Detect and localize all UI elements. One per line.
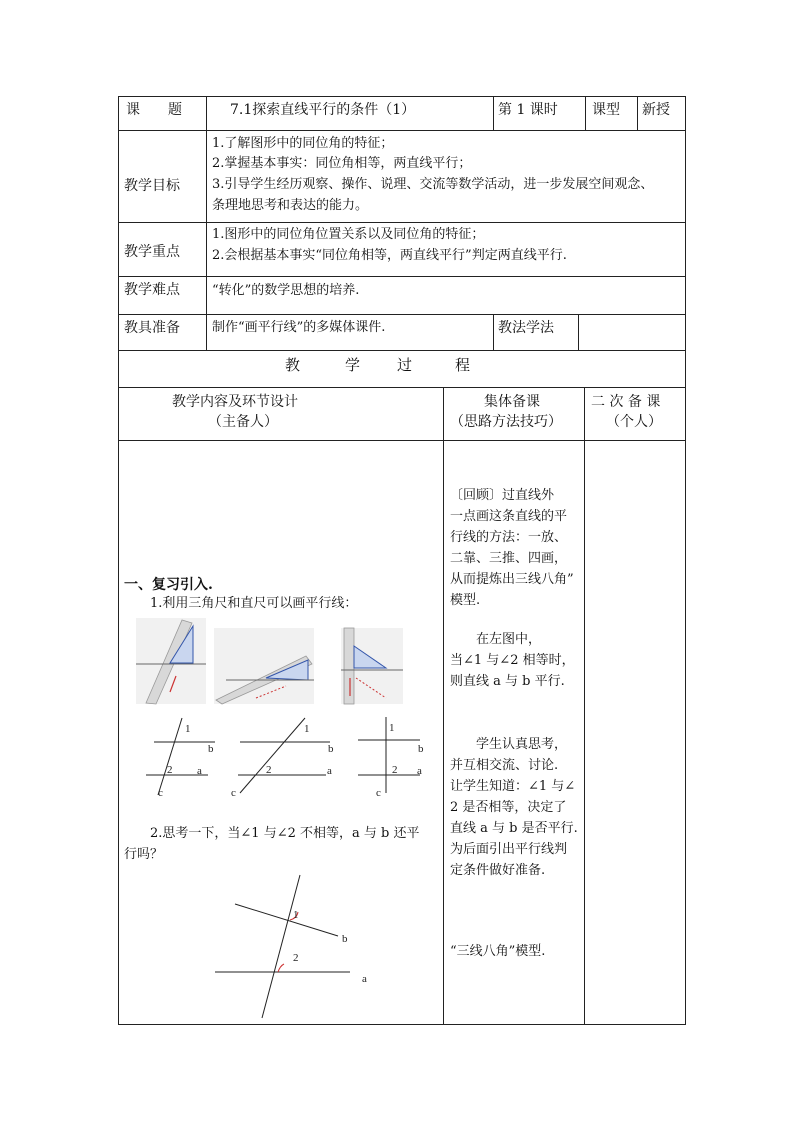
col3-header: 二 次 备 课 <box>591 394 661 410</box>
note3-line-6: 为后面引出平行线判 <box>450 842 568 857</box>
col2-header: 集体备课 <box>484 394 540 410</box>
big-angle1-label: 1 <box>293 909 299 921</box>
item-2-line-2: 行吗？ <box>124 847 164 862</box>
process-title-3: 过 <box>397 356 413 374</box>
fig2-angle1-label: 1 <box>304 723 310 735</box>
note2-line-3: 则直线 a 与 b 平行. <box>450 674 565 689</box>
method-label: 教法学法 <box>498 320 554 336</box>
note1-line-5: 从而提炼出三线八角” <box>450 572 574 587</box>
col1-subheader: （主备人） <box>208 414 278 430</box>
lesson-title: 7.1探索直线平行的条件（1） <box>230 102 416 118</box>
note4: “三线八角”模型. <box>450 944 546 959</box>
key-point-1: 1.图形中的同位角位置关系以及同位角的特征； <box>212 227 485 242</box>
big-a-label: a <box>362 973 367 985</box>
fig2-b-label: b <box>328 743 334 755</box>
section-title: 一、复习引入. <box>124 577 213 593</box>
fig2-a-label: a <box>327 765 332 777</box>
non-parallel-figure <box>210 872 390 1022</box>
fig2-c-label: c <box>231 787 236 799</box>
lesson-type-value: 新授 <box>642 102 670 118</box>
fig3-angle2-label: 2 <box>392 764 398 776</box>
fig1-c-label: c <box>158 787 163 799</box>
process-title-1: 教 <box>285 356 301 374</box>
note3-line-2: 并互相交流、讨论. <box>450 758 559 773</box>
fig2-angle2-label: 2 <box>266 764 272 776</box>
preparation-text: 制作“画平行线”的多媒体课件. <box>212 320 386 335</box>
difficulty-text: “转化”的数学思想的培养. <box>212 283 360 298</box>
note3-line-5: 直线 a 与 b 是否平行. <box>450 821 578 836</box>
difficulty-label: 教学难点 <box>124 282 180 298</box>
lesson-type-label: 课型 <box>592 102 620 118</box>
note3-line-7: 定条件做好准备. <box>450 863 546 878</box>
note1-line-3: 行线的方法：一放、 <box>450 530 568 545</box>
ruler-triangle-images <box>136 618 436 708</box>
key-points-label: 教学重点 <box>124 244 180 260</box>
process-title-4: 程 <box>455 356 471 374</box>
fig3-c-label: c <box>376 787 381 799</box>
goals-label: 教学目标 <box>124 178 180 194</box>
col2-subheader: （思路方法技巧） <box>450 414 562 430</box>
item-1: 1.利用三角尺和直尺可以画平行线： <box>150 596 358 611</box>
note1-line-1: 〔回顾〕过直线外 <box>450 488 555 503</box>
topic-label: 课 题 <box>126 102 182 118</box>
note1-line-6: 模型. <box>450 593 481 608</box>
fig3-angle1-label: 1 <box>389 722 395 734</box>
item-2-line-1: 2.思考一下，当∠1 与∠2 不相等，a 与 b 还平 <box>150 826 420 841</box>
fig1-b-label: b <box>208 743 214 755</box>
goal-line-3: 3.引导学生经历观察、操作、说理、交流等数学活动，进一步发展空间观念、 <box>212 177 654 192</box>
fig3-b-label: b <box>418 743 424 755</box>
fig3-a-label: a <box>417 765 422 777</box>
process-title-2: 学 <box>345 356 361 374</box>
note3-line-1: 学生认真思考， <box>476 737 568 752</box>
fig1-a-label: a <box>197 765 202 777</box>
note1-line-4: 二靠、三推、四画， <box>450 551 568 566</box>
goal-line-2: 2.掌握基本事实：同位角相等，两直线平行； <box>212 156 472 171</box>
note2-line-1: 在左图中， <box>476 632 542 647</box>
fig1-angle2-label: 2 <box>167 764 173 776</box>
note1-line-2: 一点画这条直线的平 <box>450 509 568 524</box>
goal-line-1: 1.了解图形中的同位角的特征； <box>212 136 394 151</box>
lesson-period: 第 1 课时 <box>498 102 558 118</box>
key-point-2: 2.会根据基本事实“同位角相等，两直线平行”判定两直线平行. <box>212 248 567 263</box>
preparation-label: 教具准备 <box>124 320 180 336</box>
big-angle2-label: 2 <box>293 952 299 964</box>
note2-line-2: 当∠1 与∠2 相等时， <box>450 653 575 668</box>
goal-line-4: 条理地思考和表达的能力。 <box>212 198 369 213</box>
note3-line-4: 2 是否相等，决定了 <box>450 800 567 815</box>
col1-header: 教学内容及环节设计 <box>172 394 298 410</box>
three-lines-figures <box>140 715 440 805</box>
col3-subheader: （个人） <box>606 414 662 430</box>
note3-line-3: 让学生知道：∠1 与∠ <box>450 779 576 794</box>
big-b-label: b <box>342 933 348 945</box>
fig1-angle1-label: 1 <box>185 723 191 735</box>
